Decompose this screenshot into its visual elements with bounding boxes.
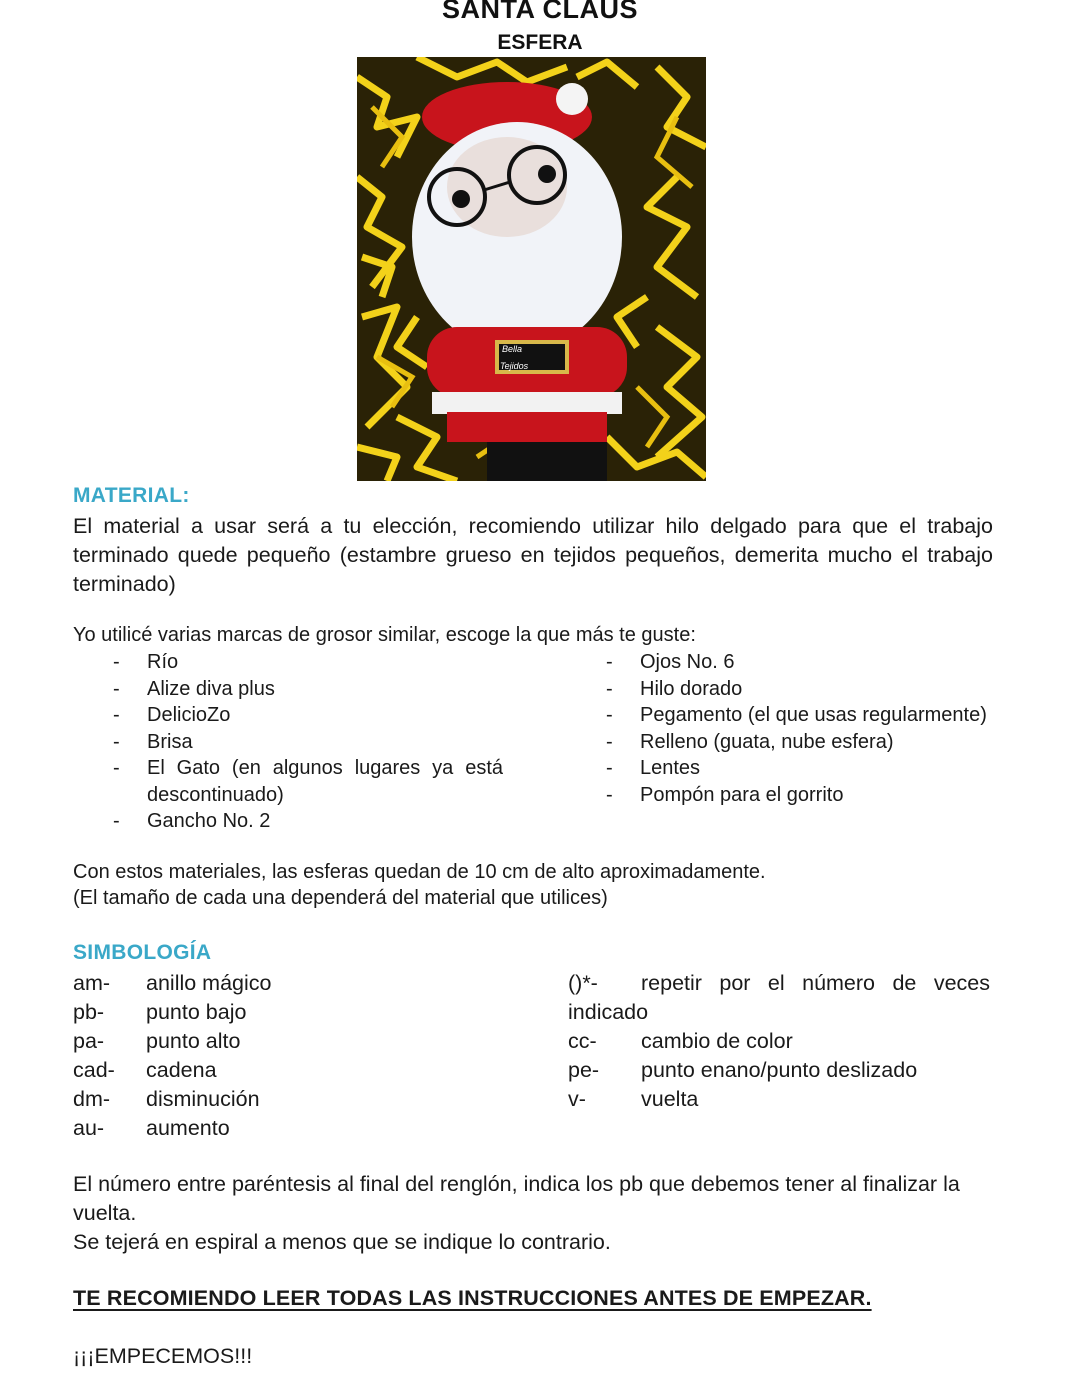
list-item <box>113 729 503 756</box>
bullet-dash: - <box>606 783 613 806</box>
symbol-row <box>568 1056 990 1085</box>
materials-list-left <box>113 649 503 835</box>
symbol-meaning: punto bajo <box>146 1000 247 1024</box>
item-text: Pegamento (el que usas regularmente) <box>640 704 987 726</box>
item-text: Alize diva plus <box>147 677 275 700</box>
watermark-text: Bella <box>502 344 523 354</box>
symbol-abbr: am- <box>73 971 111 995</box>
list-item <box>606 676 992 703</box>
list-item <box>606 649 992 676</box>
list-item <box>606 782 992 809</box>
material-heading: MATERIAL: <box>73 484 190 507</box>
list-item <box>113 649 503 676</box>
list-item <box>113 808 503 835</box>
symbol-row <box>73 969 513 998</box>
santa-amigurumi-image <box>357 57 706 481</box>
item-text: Brisa <box>147 730 193 753</box>
item-text: El Gato (en algunos lugares ya está descontinuado) <box>147 757 503 806</box>
symbol-meaning: aumento <box>146 1116 230 1140</box>
bullet-dash: - <box>113 810 120 832</box>
materials-list-right <box>606 649 992 808</box>
symbol-meaning: repetir por el número de veces <box>641 971 990 995</box>
material-intro: El material a usar será a tu elección, recomiendo utilizar hilo delgado para que el trabajo terminado quede pequeño (estambre grueso en tejidos pequeños, demerita mucho el trabajo terminado) <box>73 514 993 596</box>
watermark-text-2: Tejidos <box>500 361 529 371</box>
item-text: Ojos No. 6 <box>640 651 735 673</box>
symbol-abbr: pa- <box>73 1029 105 1053</box>
item-text: Gancho No. 2 <box>147 810 271 832</box>
list-item <box>606 729 992 756</box>
bullet-dash: - <box>113 757 120 779</box>
bullet-dash: - <box>113 677 120 700</box>
bullet-dash: - <box>113 704 120 726</box>
symbol-meaning: anillo mágico <box>146 971 272 995</box>
symbol-row <box>568 969 990 998</box>
read-instructions-warning: TE RECOMIENDO LEER TODAS LAS INSTRUCCIONES ANTES DE EMPEZAR. <box>73 1286 872 1310</box>
start-banner: ¡¡¡EMPECEMOS!!! <box>73 1344 253 1368</box>
symbol-meaning: cadena <box>146 1058 217 1082</box>
list-item <box>113 676 503 703</box>
size-note: Con estos materiales, las esferas quedan de 10 cm de alto aproximadamente. <box>73 861 766 883</box>
bullet-dash: - <box>606 757 613 779</box>
symbol-row <box>568 1085 990 1114</box>
list-item <box>606 755 992 782</box>
symbol-abbr: pb- <box>73 1000 105 1024</box>
bullet-dash: - <box>606 677 613 700</box>
symbol-abbr: pe- <box>568 1058 600 1082</box>
symbol-abbr: ()*- <box>568 971 598 995</box>
spiral-note: Se tejerá en espiral a menos que se indique lo contrario. <box>73 1230 611 1254</box>
symbol-row <box>568 1027 990 1056</box>
santa-photo <box>357 57 706 481</box>
document-subtitle: ESFERA <box>497 31 583 54</box>
list-item <box>113 702 503 729</box>
brands-intro: Yo utilicé varias marcas de grosor similar, escoge la que más te guste: <box>73 624 696 646</box>
symbol-abbr: dm- <box>73 1087 111 1111</box>
item-text: Relleno (guata, nube esfera) <box>640 730 894 753</box>
symbol-meaning: disminución <box>146 1087 260 1111</box>
list-item <box>113 755 503 808</box>
symbol-meaning: cambio de color <box>641 1029 793 1053</box>
item-text: DelicioZo <box>147 704 231 726</box>
bullet-dash: - <box>606 704 613 726</box>
symbol-meaning-continuation: indicado <box>568 1000 649 1024</box>
bullet-dash: - <box>113 730 120 753</box>
symbol-row <box>73 1056 513 1085</box>
item-text: Pompón para el gorrito <box>640 783 844 806</box>
item-text: Río <box>147 651 179 673</box>
symbol-abbr: cad- <box>73 1058 115 1082</box>
bullet-dash: - <box>606 651 613 673</box>
symbols-list-right <box>568 969 990 1114</box>
symbol-row <box>73 998 513 1027</box>
symbols-heading: SIMBOLOGÍA <box>73 941 212 964</box>
symbol-abbr: au- <box>73 1116 105 1140</box>
size-note-2: (El tamaño de cada una dependerá del material que utilices) <box>73 887 608 909</box>
item-text: Lentes <box>640 757 701 779</box>
symbol-meaning: vuelta <box>641 1087 699 1111</box>
symbol-abbr: v- <box>568 1087 586 1111</box>
symbol-row-continuation <box>568 998 990 1027</box>
parenthesis-note: El número entre paréntesis al final del renglón, indica los pb que debemos tener al finalizar la vuelta. <box>73 1172 960 1225</box>
symbol-meaning: punto alto <box>146 1029 241 1053</box>
document-title: SANTA CLAUS <box>442 0 638 24</box>
symbol-meaning: punto enano/punto deslizado <box>641 1058 918 1082</box>
bullet-dash: - <box>113 651 120 673</box>
symbol-row <box>73 1027 513 1056</box>
list-item <box>606 702 992 729</box>
symbol-abbr: cc- <box>568 1029 597 1053</box>
symbol-row <box>73 1085 513 1114</box>
symbol-row <box>73 1114 513 1143</box>
symbols-list-left <box>73 969 513 1143</box>
bullet-dash: - <box>606 730 613 753</box>
item-text: Hilo dorado <box>640 677 743 700</box>
